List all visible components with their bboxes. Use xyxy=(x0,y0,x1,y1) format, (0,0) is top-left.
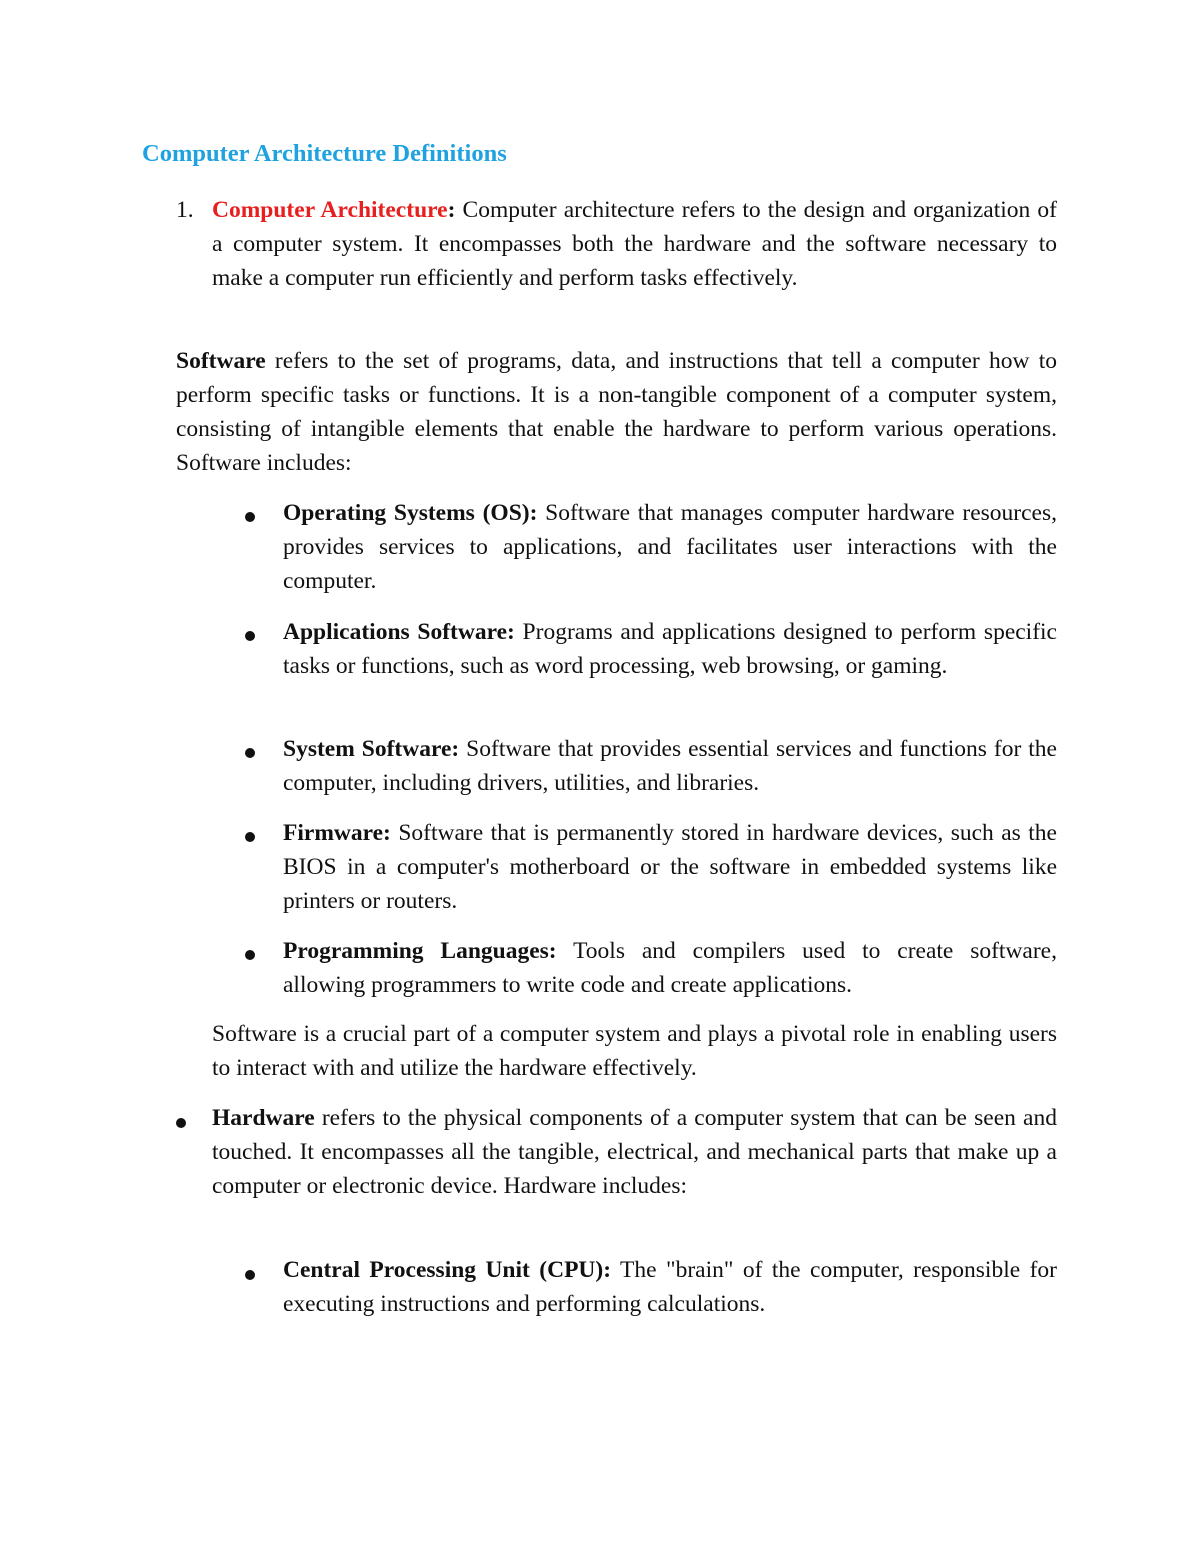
list-item-term: Applications Software: xyxy=(283,619,515,645)
term-hardware: Hardware xyxy=(212,1105,315,1131)
software-summary: Software is a crucial part of a computer system and plays a pivotal role in enabling users to interact with and utilize the hardware effectively. xyxy=(212,1021,1057,1081)
document-title: Computer Architecture Definitions xyxy=(142,140,507,167)
list-item xyxy=(283,496,1057,598)
term-software: Software xyxy=(176,348,266,374)
software-text: refers to the set of programs, data, and instructions that tell a computer how to perform specific tasks or functions. It is a non-tangible component of a computer system, consisting of intangible elements that enable the hardware to perform various operations. Software includes: xyxy=(176,348,1057,476)
list-item xyxy=(283,1253,1057,1321)
bullet-icon xyxy=(245,631,255,641)
bullet-icon xyxy=(245,512,255,522)
list-item-term: Firmware: xyxy=(283,820,391,846)
term-colon: : xyxy=(447,197,456,223)
list-item xyxy=(283,816,1057,918)
definition-computer-architecture xyxy=(212,193,1057,295)
bullet-icon xyxy=(245,1270,255,1280)
list-item-term: Operating Systems (OS): xyxy=(283,500,538,526)
list-item xyxy=(283,934,1057,1002)
list-item-text: The "brain" of the computer, responsible for executing instructions and performing calculations. xyxy=(283,1257,1057,1317)
list-item-term: Programming Languages: xyxy=(283,938,557,964)
bullet-icon xyxy=(245,748,255,758)
bullet-icon xyxy=(176,1118,186,1128)
list-item xyxy=(283,615,1057,683)
definition-text: Computer architecture refers to the design and organization of a computer system. It encompasses both the hardware and the software necessary to make a computer run efficiently and perform tasks effectively. xyxy=(212,197,1057,291)
list-item-text: Software that manages computer hardware resources, provides services to applications, and facilitates user interactions with the computer. xyxy=(283,500,1057,594)
hardware-text: refers to the physical components of a computer system that can be seen and touched. It encompasses all the tangible, electrical, and mechanical parts that make up a computer or electronic device. Hardware includes: xyxy=(212,1105,1057,1199)
hardware-paragraph xyxy=(212,1101,1057,1203)
list-item-text: Tools and compilers used to create software, allowing programmers to write code and create applications. xyxy=(283,938,1057,998)
software-paragraph xyxy=(176,344,1057,480)
bullet-icon xyxy=(245,950,255,960)
list-number: 1. xyxy=(176,197,194,223)
list-item-term: Central Processing Unit (CPU): xyxy=(283,1257,612,1283)
list-item-text: Programs and applications designed to perform specific tasks or functions, such as word processing, web browsing, or gaming. xyxy=(283,619,1057,679)
term-computer-architecture: Computer Architecture xyxy=(212,197,448,223)
bullet-icon xyxy=(245,832,255,842)
list-item xyxy=(283,732,1057,800)
list-item-text: Software that is permanently stored in hardware devices, such as the BIOS in a computer's motherboard or the software in embedded systems like printers or routers. xyxy=(283,820,1057,914)
list-item-term: System Software: xyxy=(283,736,460,762)
list-item-text: Software that provides essential services and functions for the computer, including drivers, utilities, and libraries. xyxy=(283,736,1057,796)
